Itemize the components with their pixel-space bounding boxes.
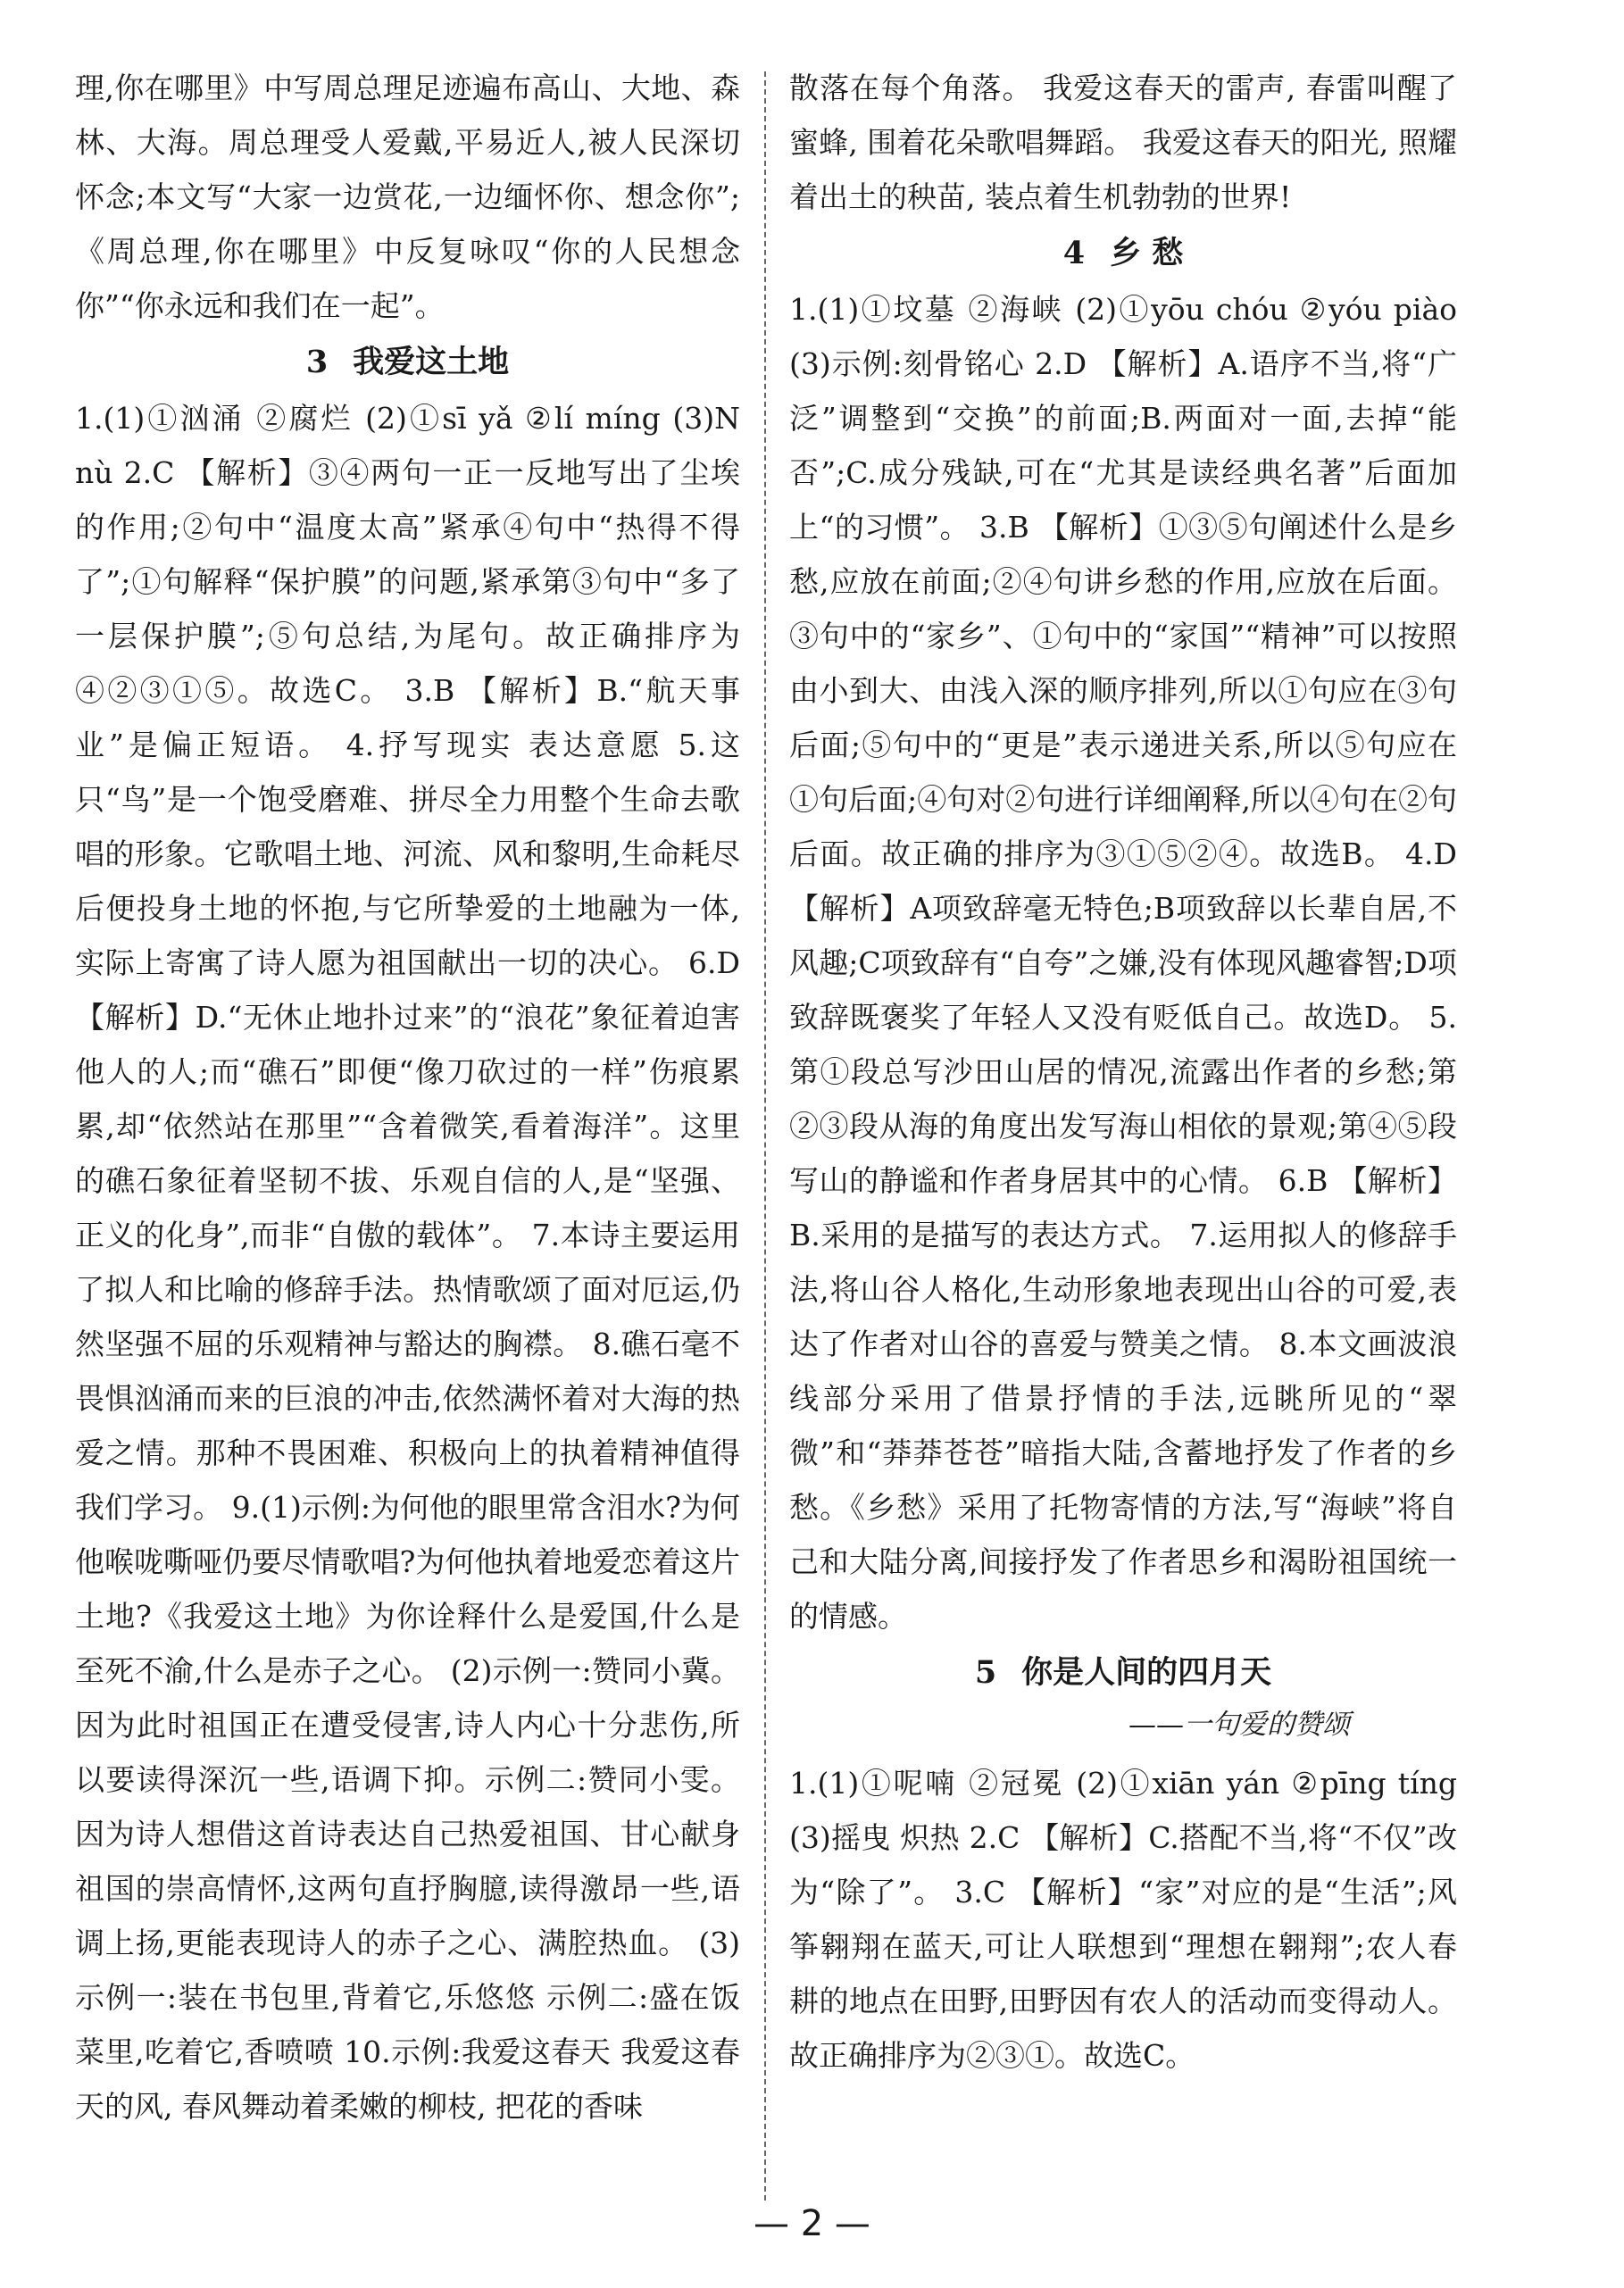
- section-3-number: 3: [305, 344, 329, 380]
- intro-paragraph: 理,你在哪里》中写周总理足迹遍布高山、大地、森林、大海。周总理受人爱戴,平易近人,被人民深切怀念;本文写“大家一边赏花,一边缅怀你、想念你”;《周总理,你在哪里》中反复咏叹“你的人民想念你”“你永远和我们在一起”。: [75, 71, 740, 323]
- section-5-heading: [789, 1645, 1457, 1700]
- section-5-subtitle: ——一句爱的赞颂: [1128, 1709, 1350, 1741]
- section-3-title: 我爱这土地: [353, 344, 510, 380]
- left-column: [75, 61, 740, 2134]
- section-4-number: 4: [1062, 235, 1086, 271]
- section-3-heading: [75, 335, 740, 389]
- section-4-body: 1.(1)①坟墓 ②海峡 (2)①yōu chóu ②yóu piào (3)示例:刻骨铭心 2.D 【解析】A.语序不当,将“广泛”调整到“交换”的前面;B.两面对一面,去掉“能否”;C.成分残缺,可在“尤其是读经典名著”后面加上“的习惯”。 3.B 【解析】①③⑤句阐述什么是乡愁,应放在前面;②④句讲乡愁的作用,应放在后面。③句中的“家乡”、①句中的“家国”“精神”可以按照由小到大、由浅入深的顺序排列,所以①句应在③句后面;⑤句中的“更是”表示递进关系,所以⑤句应在①句后面;④句对②句进行详细阐释,所以④句在②句后面。故正确的排序为③①⑤②④。故选B。 4.D 【解析】A项致辞毫无特色;B项致辞以长辈自居,不风趣;C项致辞有“自夸”之嫌,没有体现风趣睿智;D项致辞既褒奖了年轻人又没有贬低自己。故选D。 5.第①段总写沙田山居的情况,流露出作者的乡愁;第②③段从海的角度出发写海山相依的景观;第④⑤段写山的静谧和作者身居其中的心情。 6.B 【解析】B.采用的是描写的表达方式。 7.运用拟人的修辞手法,将山谷人格化,生动形象地表现出山谷的可爱,表达了作者对山谷的喜爱与赞美之情。 8.本文画波浪线部分采用了借景抒情的手法,远眺所见的“翠微”和“莽莽苍苍”暗指大陆,含蓄地抒发了作者的乡愁。《乡愁》采用了托物寄情的方法,写“海峡”将自己和大陆分离,间接抒发了作者思乡和渴盼祖国统一的情感。: [789, 292, 1457, 1634]
- section-4-heading: [789, 226, 1457, 280]
- section-5-title: 你是人间的四月天: [1021, 1654, 1272, 1691]
- section-4-title: 乡 愁: [1110, 235, 1184, 271]
- section-5-number: 5: [974, 1654, 997, 1691]
- column-divider: [764, 71, 766, 2201]
- section-3-body: 1.(1)①汹涌 ②腐烂 (2)①sī yǎ ②lí míng (3)N nù 2.C 【解析】③④两句一正一反地写出了尘埃的作用;②句中“温度太高”紧承④句中“热得不得了”;①句解释“保护膜”的问题,紧承第③句中“多了一层保护膜”;⑤句总结,为尾句。故正确排序为④②③①⑤。故选C。 3.B 【解析】B.“航天事业”是偏正短语。 4.抒写现实 表达意愿 5.这只“鸟”是一个饱受磨难、拼尽全力用整个生命去歌唱的形象。它歌唱土地、河流、风和黎明,生命耗尽后便投身土地的怀抱,与它所挚爱的土地融为一体,实际上寄寓了诗人愿为祖国献出一切的决心。 6.D 【解析】D.“无休止地扑过来”的“浪花”象征着迫害他人的人;而“礁石”即便“像刀砍过的一样”伤痕累累,却“依然站在那里”“含着微笑,看着海洋”。这里的礁石象征着坚韧不拔、乐观自信的人,是“坚强、正义的化身”,而非“自傲的载体”。 7.本诗主要运用了拟人和比喻的修辞手法。热情歌颂了面对厄运,仍然坚强不屈的乐观精神与豁达的胸襟。 8.礁石毫不畏惧汹涌而来的巨浪的冲击,依然满怀着对大海的热爱之情。那种不畏困难、积极向上的执着精神值得我们学习。 9.(1)示例:为何他的眼里常含泪水?为何他喉咙嘶哑仍要尽情歌唱?为何他执着地爱恋着这片土地?《我爱这土地》为你诠释什么是爱国,什么是至死不渝,什么是赤子之心。 (2)示例一:赞同小冀。因为此时祖国正在遭受侵害,诗人内心十分悲伤,所以要读得深沉一些,语调下抑。示例二:赞同小雯。因为诗人想借这首诗表达自己热爱祖国、甘心献身祖国的崇高情怀,这两句直抒胸臆,读得激昂一些,语调上扬,更能表现诗人的赤子之心、满腔热血。 (3)示例一:装在书包里,背着它,乐悠悠 示例二:盛在饭菜里,吃着它,香喷喷 10.示例:我爱这春天 我爱这春天的风, 春风舞动着柔嫩的柳枝, 把花的香味: [75, 401, 740, 2124]
- continuation-paragraph: 散落在每个角落。 我爱这春天的雷声, 春雷叫醒了蜜蜂, 围着花朵歌唱舞蹈。 我爱这春天的阳光, 照耀着出土的秧苗, 装点着生机勃勃的世界!: [789, 71, 1457, 214]
- section-5-body: 1.(1)①呢喃 ②冠冕 (2)①xiān yán ②pīng tíng (3)摇曳 炽热 2.C 【解析】C.搭配不当,将“不仅”改为“除了”。 3.C 【解析】“家”对应的是“生活”;风筝翱翔在蓝天,可让人联想到“理想在翱翔”;农人春耕的地点在田野,田野因有农人的活动而变得动人。故正确排序为②③①。故选C。: [789, 1766, 1457, 2073]
- page-number: — 2 —: [754, 2203, 870, 2244]
- right-column: [789, 61, 1457, 2083]
